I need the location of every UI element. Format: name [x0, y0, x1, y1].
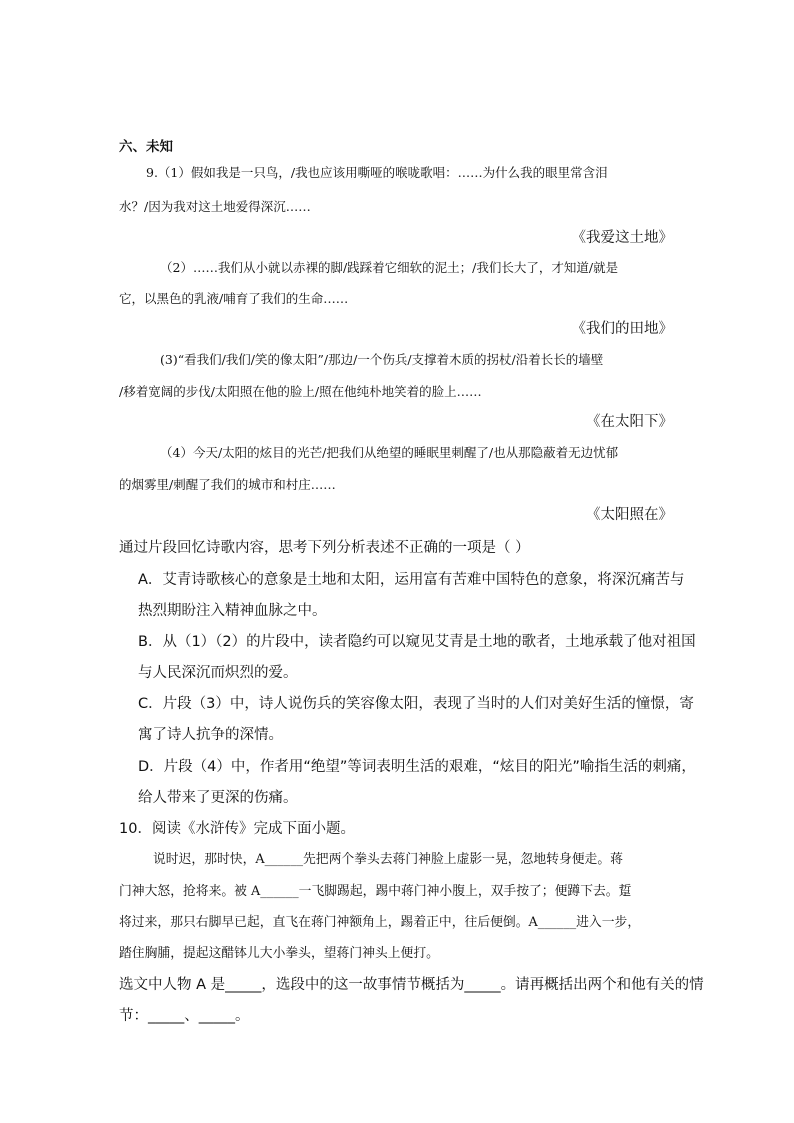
option-b-line-1: B．从（1）（2）的片段中，读者隐约可以窥见艾青是土地的歌者，土地承载了他对祖国 — [138, 634, 696, 650]
poem-1-source: 《我爱这土地》 — [571, 230, 673, 246]
poem-4-source: 《太阳照在》 — [586, 507, 673, 523]
excerpt-line-2: 门神大怒，抢将来。被 A______一飞脚踢起，踢中蒋门神小腹上，双手按了；便蹲下去。踅 — [119, 884, 632, 899]
poem-2-line-2: 它，以黑色的乳液/哺育了我们的生命…… — [119, 291, 349, 306]
question-10-ask-line-1: 选文中人物 A 是_____，选段中的这一故事情节概括为_____。请再概括出两个和他有关的情 — [119, 977, 704, 993]
poem-3-line-2: /移着宽阔的步伐/太阳照在他的脸上/照在他纯朴地笑着的脸上…… — [119, 384, 482, 399]
poem-2-line-1: （2）……我们从小就以赤裸的脚/践踩着它细软的泥土；/我们长大了，才知道/就是 — [160, 260, 619, 275]
poem-1-line-2: 水？/因为我对这土地爱得深沉…… — [119, 199, 311, 214]
question-10-ask-line-2: 节：_____、_____。 — [119, 1008, 250, 1024]
poem-2-source: 《我们的田地》 — [571, 321, 673, 337]
excerpt-line-3: 将过来，那只右脚早已起，直飞在蒋门神额角上，踢着正中，往后便倒。A______进入一步， — [119, 915, 641, 930]
question-9-stem: 通过片段回忆诗歌内容，思考下列分析表述不正确的一项是（ ） — [119, 540, 530, 556]
option-c-line-2: 寓了诗人抗争的深情。 — [138, 727, 283, 743]
option-d-line-1: D．片段（4）中，作者用“绝望”等词表明生活的艰难，“炫目的阳光”喻指生活的刺痛， — [138, 759, 696, 775]
section-heading: 六、未知 — [119, 139, 173, 155]
option-a-line-2: 热烈期盼注入精神血脉之中。 — [138, 603, 327, 619]
poem-3-source: 《在太阳下》 — [586, 414, 673, 430]
poem-3-line-1: (3)“看我们/我们/笑的像太阳”/那边/一个伤兵/支撑着木质的拐杖/沿着长长的墙壁 — [160, 352, 604, 367]
option-b-line-2: 与人民深沉而炽烈的爱。 — [138, 665, 298, 681]
option-a-line-1: A．艾青诗歌核心的意象是土地和太阳，运用富有苦难中国特色的意象，将深沉痛苦与 — [138, 572, 685, 588]
excerpt-line-1: 说时迟，那时快，A______先把两个拳头去蒋门神脸上虚影一晃，忽地转身便走。蒋 — [153, 852, 623, 867]
poem-4-line-2: 的烟雾里/刺醒了我们的城市和村庄…… — [119, 477, 336, 492]
poem-1-line-1: 9.（1）假如我是一只鸟，/我也应该用嘶哑的喉咙歌唱：……为什么我的眼里常含泪 — [146, 165, 608, 180]
option-d-line-2: 给人带来了更深的伤痛。 — [138, 790, 298, 806]
option-c-line-1: C．片段（3）中，诗人说伤兵的笑容像太阳，表现了当时的人们对美好生活的憧憬，寄 — [138, 696, 694, 712]
poem-4-line-1: （4）今天/太阳的炫目的光芒/把我们从绝望的睡眠里刺醒了/也从那隐蔽着无边忧郁 — [160, 445, 619, 460]
question-10-title: 10．阅读《水浒传》完成下面小题。 — [119, 821, 355, 837]
excerpt-line-4: 踏住胸脯，提起这醋钵儿大小拳头，望蒋门神头上便打。 — [119, 946, 439, 961]
